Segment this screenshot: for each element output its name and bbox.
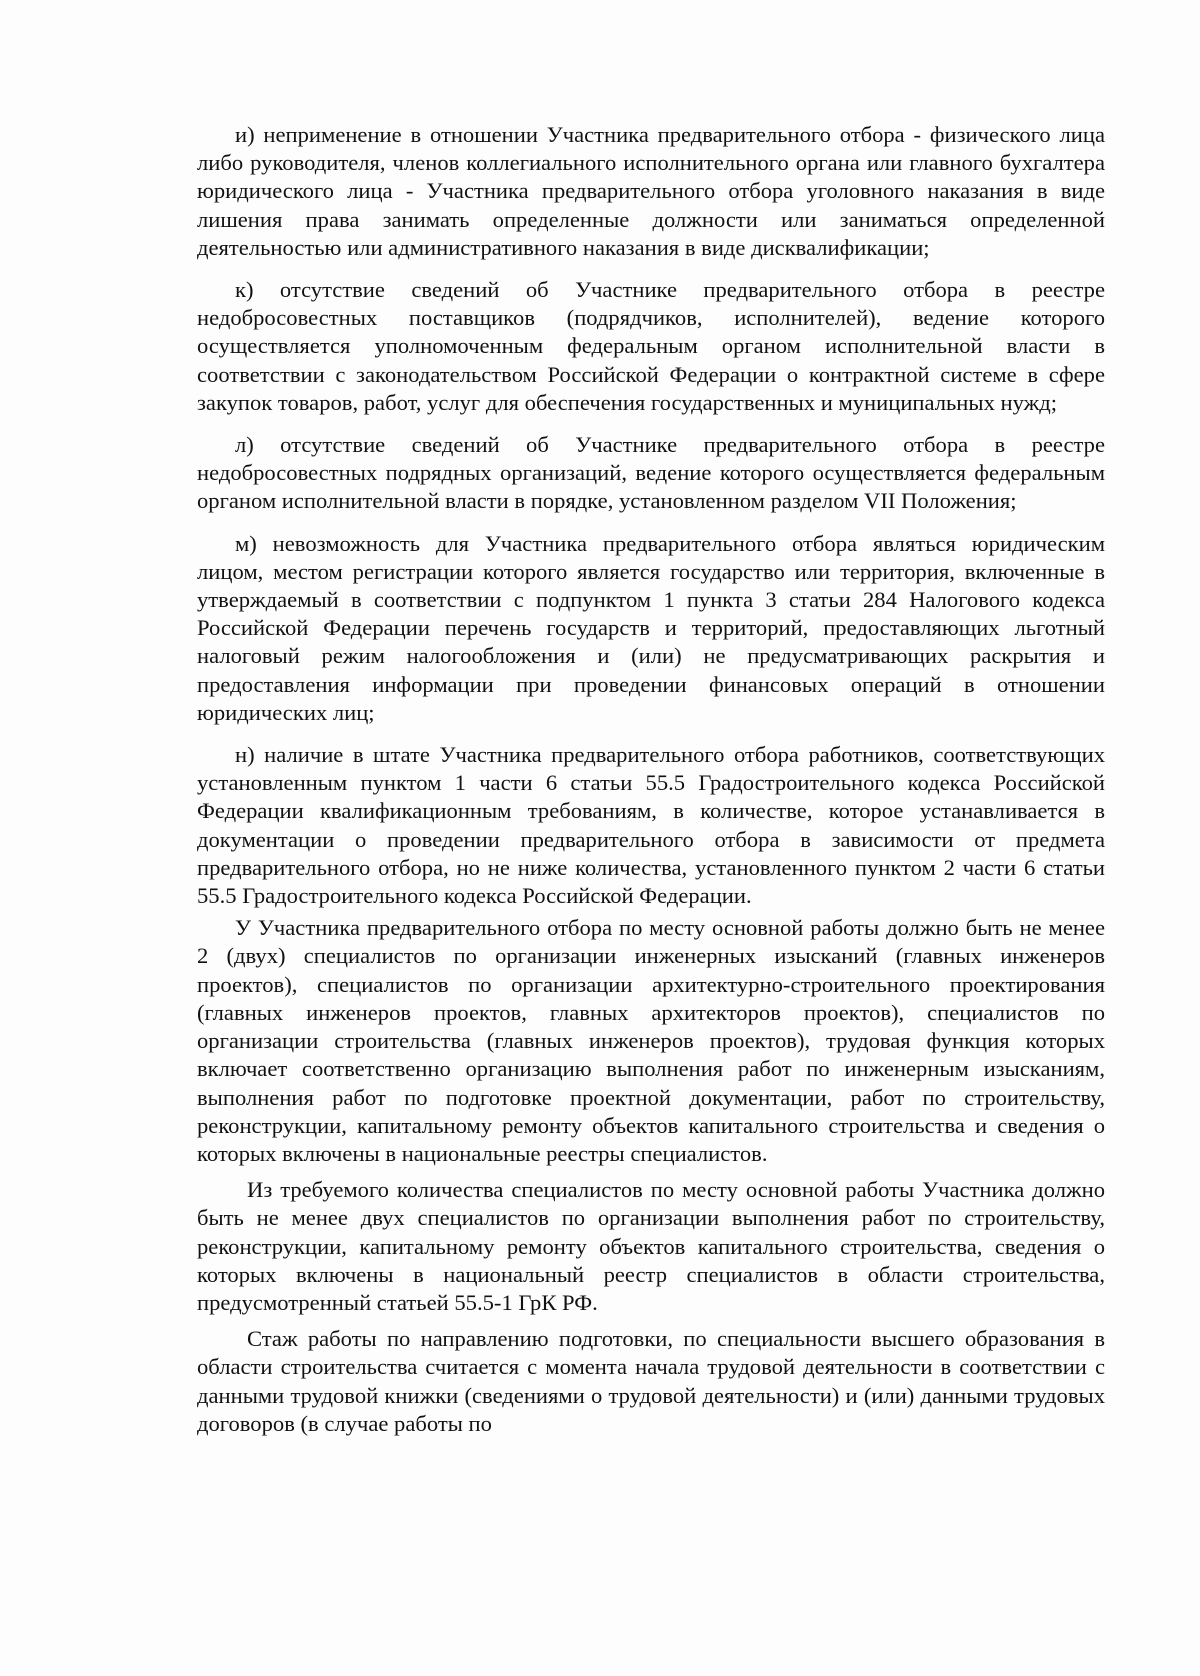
paragraph-n: н) наличие в штате Участника предварительного отбора работников, соответствующих установленным пунктом 1 части 6 статьи 55.5 Градостроительного кодекса Российской Федерации квалификационным требованиям, в количестве, которое устанавливается в документации о проведении предварительного отбора в зависимости от предмета предварительного отбора, но не ниже количества, установленного пунктом 2 части 6 статьи 55.5 Градостроительного кодекса Российской Федерации.: [197, 742, 1105, 909]
paragraph-i: и) неприменение в отношении Участника предварительного отбора - физического лица либо руководителя, членов коллегиального исполнительного органа или главного бухгалтера юридического лица - Участника предварительного отбора уголовного наказания в виде лишения права занимать определенные должности или заниматься определенной деятельностью или административного наказания в виде дисквалификации;: [197, 122, 1105, 260]
paragraph-m: м) невозможность для Участника предварительного отбора являться юридическим лицом, местом регистрации которого является государство или территория, включенные в утверждаемый в соответствии с подпунктом 1 пункта 3 статьи 284 Налогового кодекса Российской Федерации перечень государств и территорий, предоставляющих льготный налоговый режим налогообложения и (или) не предусматривающих раскрытия и предоставления информации при проведении финансовых операций в отношении юридических лиц;: [197, 530, 1105, 725]
paragraph-specialists-count: Из требуемого количества специалистов по месту основной работы Участника должно быть не менее двух специалистов по организации выполнения работ по строительству, реконструкции, капитальному ремонту объектов капитального строительства, сведения о которых включены в национальный реестр специалистов в области строительства, предусмотренный статьей 55.5-1 ГрК РФ.: [197, 1177, 1105, 1315]
paragraph-work-experience: Стаж работы по направлению подготовки, по специальности высшего образования в области строительства считается с момента начала трудовой деятельности в соответствии с данными трудовой книжки (сведениями о трудовой деятельности) и (или) данными трудовых договоров (в случае работы по: [197, 1326, 1105, 1436]
document-body: [197, 121, 1105, 1438]
paragraph-k: к) отсутствие сведений об Участнике предварительного отбора в реестре недобросовестных поставщиков (подрядчиков, исполнителей), ведение которого осуществляется уполномоченным федеральным органом исполнительной власти в соответствии с законодательством Российской Федерации о контрактной системе в сфере закупок товаров, работ, услуг для обеспечения государственных и муниципальных нужд;: [197, 277, 1105, 415]
paragraph-l: л) отсутствие сведений об Участнике предварительного отбора в реестре недобросовестных подрядных организаций, ведение которого осуществляется федеральным органом исполнительной власти в порядке, установленном разделом VII Положения;: [197, 432, 1105, 514]
paragraph-specialists-requirement: У Участника предварительного отбора по месту основной работы должно быть не менее 2 (двух) специалистов по организации инженерных изысканий (главных инженеров проектов), специалистов по организации архитектурно-строительного проектирования (главных инженеров проектов, главных архитекторов проектов), специалистов по организации строительства (главных инженеров проектов), трудовая функция которых включает соответственно организацию выполнения работ по инженерным изысканиям, выполнения работ по подготовке проектной документации, работ по строительству, реконструкции, капитальному ремонту объектов капитального строительства и сведения о которых включены в национальные реестры специалистов.: [197, 915, 1105, 1166]
